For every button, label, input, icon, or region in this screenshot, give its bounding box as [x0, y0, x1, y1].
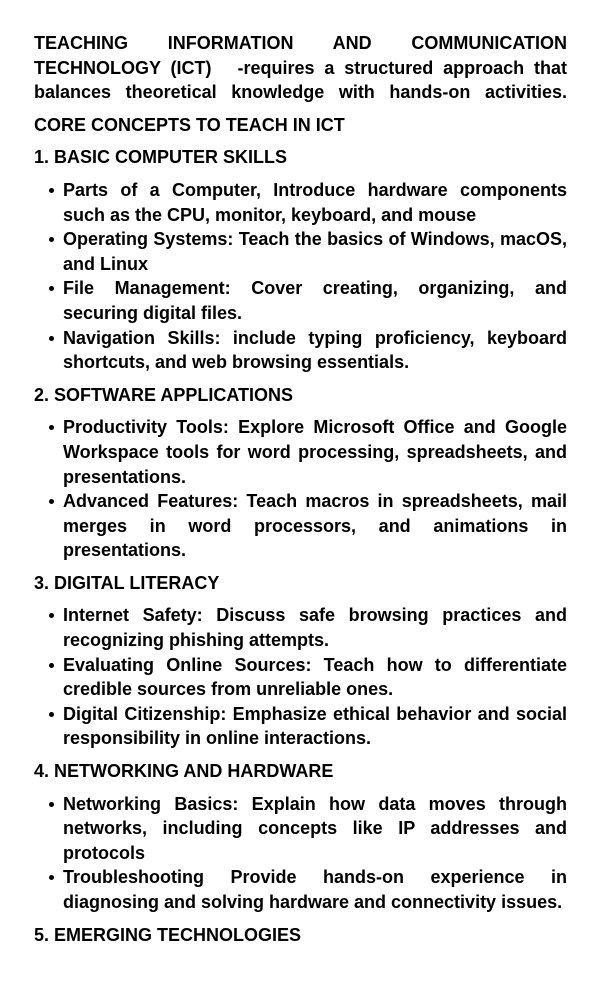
bullet-item: Networking Basics: Explain how data moves through networks, including concepts like IP addresses and protocols	[63, 792, 567, 866]
bullet-list	[34, 603, 567, 751]
section-heading: 1. BASIC COMPUTER SKILLS	[34, 147, 288, 168]
section-digital-literacy	[34, 571, 567, 751]
section-heading: 3. DIGITAL LITERACY	[34, 572, 220, 593]
bullet-item: Operating Systems: Teach the basics of Windows, macOS, and Linux	[63, 227, 567, 276]
intro-lead-text: TEACHING INFORMATION AND COMMUNICATION TECHNOLOGY (ICT)	[34, 33, 567, 78]
bullet-item: Advanced Features: Teach macros in spreadsheets, mail merges in word processors, and animations in presentations.	[63, 489, 567, 563]
section-emerging-technologies	[34, 923, 567, 948]
bullet-item: Troubleshooting Provide hands-on experience in diagnosing and solving hardware and connectivity issues.	[63, 865, 567, 914]
section-heading: 5. EMERGING TECHNOLOGIES	[34, 924, 302, 945]
bullet-item: Digital Citizenship: Emphasize ethical behavior and social responsibility in online interactions.	[63, 702, 567, 751]
doc-subtitle: CORE CONCEPTS TO TEACH IN ICT	[34, 114, 345, 135]
intro-paragraph	[34, 31, 567, 105]
section-basic-computer-skills	[34, 145, 567, 374]
bullet-item: Navigation Skills: include typing proficiency, keyboard shortcuts, and web browsing essentials.	[63, 326, 567, 375]
bullet-item: Parts of a Computer, Introduce hardware components such as the CPU, monitor, keyboard, and mouse	[63, 178, 567, 227]
bullet-item: Internet Safety: Discuss safe browsing practices and recognizing phishing attempts.	[63, 603, 567, 652]
intro-body-text: -requires a structured approach that balances theoretical knowledge with hands-on activities.	[34, 57, 567, 103]
bullet-item: Evaluating Online Sources: Teach how to differentiate credible sources from unreliable ones.	[63, 653, 567, 702]
tab-spacer	[212, 73, 238, 74]
section-heading: 2. SOFTWARE APPLICATIONS	[34, 384, 294, 405]
bullet-item: File Management: Cover creating, organizing, and securing digital files.	[63, 276, 567, 325]
section-heading: 4. NETWORKING AND HARDWARE	[34, 761, 334, 782]
bullet-list	[34, 415, 567, 563]
bullet-list	[34, 178, 567, 375]
bullet-item: Productivity Tools: Explore Microsoft Office and Google Workspace tools for word processing, spreadsheets, and presentations.	[63, 415, 567, 489]
bullet-list	[34, 792, 567, 915]
section-networking-and-hardware	[34, 759, 567, 915]
section-software-applications	[34, 383, 567, 563]
